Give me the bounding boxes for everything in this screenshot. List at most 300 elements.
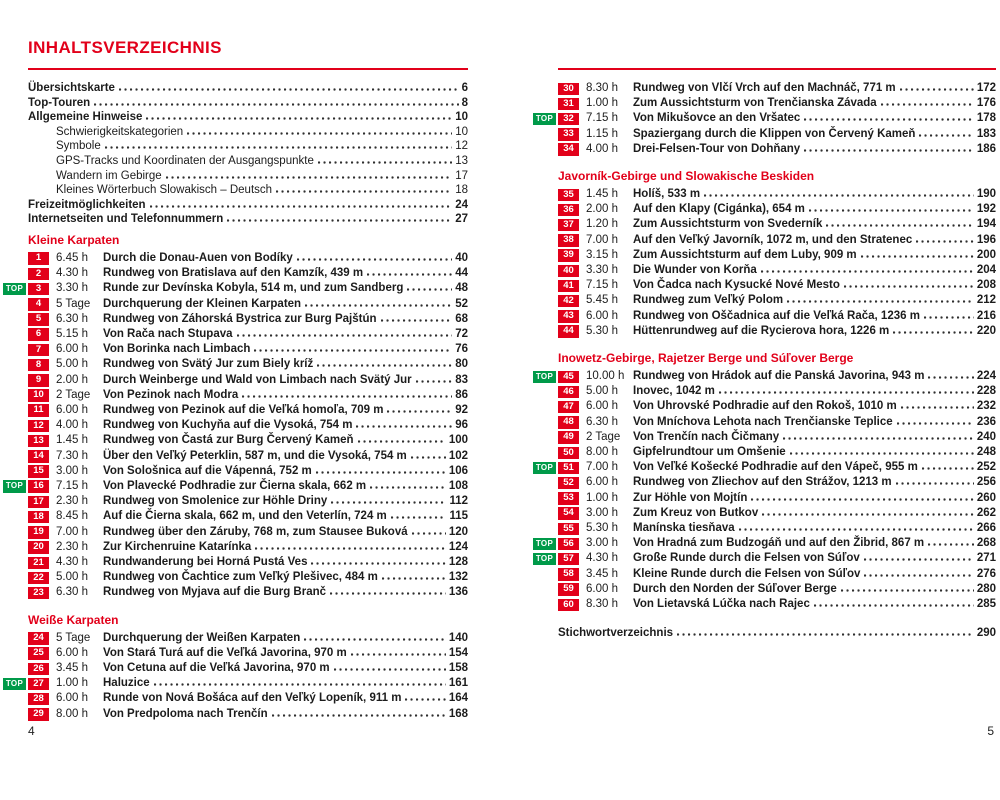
toc-entry-label: Internetseiten und Telefonnummern — [28, 213, 224, 226]
tour-duration: 1.00 h — [56, 677, 88, 690]
tour-entry — [28, 388, 468, 403]
tour-entry — [558, 293, 996, 308]
tour-entry — [535, 111, 996, 126]
tour-number-badge: 2 — [28, 268, 49, 281]
tour-number-badge: 46 — [558, 386, 579, 399]
tour-page: 40 — [455, 251, 468, 264]
toc-entry — [28, 198, 468, 213]
tour-number-badge: 50 — [558, 447, 579, 460]
tour-page: 112 — [449, 495, 468, 508]
tour-title: Auf die Čierna skala, 662 m, und den Veterlín, 724 m — [103, 510, 387, 523]
tour-page: 208 — [976, 279, 996, 292]
tour-entry — [558, 445, 996, 460]
tour-entry — [558, 521, 996, 536]
dot-leader — [790, 452, 974, 455]
section-heading: Inowetz-Gebirge, Rajetzer Berge und Súľover Berge — [558, 351, 854, 366]
tour-page: 280 — [976, 582, 996, 595]
tour-title: Rundweg über den Záruby, 768 m, zum Stausee Buková — [103, 525, 408, 538]
tour-duration: 7.15 h — [56, 479, 88, 492]
tour-duration: 3.45 h — [586, 567, 618, 580]
dot-leader — [154, 683, 446, 686]
tour-page: 158 — [448, 662, 468, 675]
toc-entry-page: 6 — [461, 82, 468, 94]
tour-page: 268 — [976, 537, 996, 550]
tour-page: 96 — [455, 419, 468, 432]
tour-title: Von Sološnica auf die Vápenná, 752 m — [103, 464, 312, 477]
tour-number-badge: 15 — [28, 465, 49, 478]
tour-title: Von Mikušovce an den Vršatec — [633, 112, 801, 125]
tour-title: Rundweg von Záhorská Bystrica zur Burg Pajštún — [103, 312, 377, 325]
tour-entry — [558, 567, 996, 582]
dot-leader — [405, 698, 445, 701]
dot-leader — [900, 88, 974, 91]
section-heading: Weiße Karpaten — [28, 612, 119, 627]
top-badge: TOP — [533, 462, 556, 475]
dot-leader — [227, 219, 452, 222]
tour-page: 285 — [976, 598, 996, 611]
dot-leader — [826, 224, 973, 227]
tour-number-badge: 58 — [558, 568, 579, 581]
tour-number-badge: 10 — [28, 389, 49, 402]
tour-entry — [535, 551, 996, 566]
dot-leader — [304, 638, 446, 641]
dot-leader — [901, 406, 974, 409]
tour-page: 154 — [448, 646, 468, 659]
tour-duration: 5.00 h — [56, 571, 88, 584]
tour-duration: 5.15 h — [56, 327, 88, 340]
tour-page: 128 — [448, 556, 468, 568]
tour-title: Von Borinka nach Limbach — [103, 343, 251, 356]
tour-title: Inovec, 1042 m — [633, 385, 715, 398]
tour-title: Zur Kirchenruine Katarínka — [103, 540, 252, 553]
dot-leader — [119, 88, 459, 91]
tour-number-badge: 31 — [558, 98, 579, 111]
tour-entry — [558, 248, 996, 263]
dot-leader — [150, 205, 453, 208]
tour-page: 106 — [448, 464, 468, 477]
tour-title: Von Veľké Košecké Podhradie auf den Vápeč, 955 m — [633, 461, 918, 474]
toc-entry — [28, 183, 468, 198]
tour-title: Von Plavecké Podhradie zur Čierna skala, 662 m — [103, 479, 367, 492]
tour-title: Von Mníchova Lehota nach Trenčianske Teplice — [633, 415, 893, 428]
dot-leader — [739, 528, 974, 531]
dot-leader — [804, 149, 974, 152]
tour-duration: 7.00 h — [586, 233, 618, 246]
tour-page: 176 — [976, 97, 996, 110]
tour-duration: 3.00 h — [586, 537, 618, 550]
tour-number-badge: 13 — [28, 435, 49, 448]
tour-entry — [558, 233, 996, 248]
tour-entry — [558, 278, 996, 293]
left-section-list — [5, 232, 468, 722]
dot-leader — [255, 547, 446, 550]
right-column — [535, 68, 996, 642]
top-badge: TOP — [533, 553, 556, 566]
top-badge: TOP — [533, 371, 556, 384]
tour-page: 200 — [976, 248, 996, 261]
tour-duration: 4.30 h — [56, 556, 88, 568]
tour-page: 248 — [976, 446, 996, 459]
tour-entry — [558, 430, 996, 445]
tour-entry — [558, 491, 996, 506]
tour-number-badge: 44 — [558, 325, 579, 338]
tour-entry — [558, 187, 996, 202]
tour-page: 260 — [976, 491, 996, 504]
dot-leader — [351, 653, 446, 656]
tour-number-badge: 36 — [558, 204, 579, 217]
dot-leader — [187, 132, 452, 135]
tour-entry — [28, 449, 468, 464]
tour-duration: 1.15 h — [586, 127, 618, 140]
tour-title: Von Stará Turá auf die Veľká Javorina, 970 m — [103, 646, 347, 659]
tour-duration: 6.00 h — [586, 400, 618, 413]
tour-duration: 6.30 h — [586, 415, 618, 428]
dot-leader — [677, 633, 974, 636]
dot-leader — [916, 240, 974, 243]
tour-page: 236 — [976, 415, 996, 428]
tour-title: Über den Veľký Peterklin, 587 m, und die Vysoká, 754 m — [103, 449, 407, 462]
tour-page: 92 — [455, 403, 468, 416]
tour-entry — [558, 597, 996, 612]
tour-page: 186 — [976, 142, 996, 155]
tour-duration: 6.30 h — [56, 586, 88, 599]
tour-duration: 5 Tage — [56, 631, 91, 644]
tour-page: 271 — [976, 552, 996, 565]
dot-leader — [783, 437, 974, 440]
tour-title: Von Pezinok nach Modra — [103, 388, 239, 401]
tour-number-badge: 27 — [28, 678, 49, 691]
tour-number-badge: 14 — [28, 450, 49, 463]
tour-title: Rundweg von Častá zur Burg Červený Kameň — [103, 434, 354, 447]
red-rule-left — [28, 68, 468, 70]
tour-duration: 3.15 h — [586, 248, 618, 261]
tour-number-badge: 12 — [28, 420, 49, 433]
tour-duration: 6.00 h — [56, 403, 88, 416]
tour-number-badge: 21 — [28, 557, 49, 570]
page-title: INHALTSVERZEICHNIS — [28, 38, 222, 57]
tour-number-badge: 45 — [558, 371, 579, 384]
tour-duration: 5.00 h — [586, 385, 618, 398]
tour-entry — [28, 403, 468, 418]
dot-leader — [331, 501, 446, 504]
tour-page: 168 — [448, 707, 468, 720]
tour-number-badge: 35 — [558, 189, 579, 202]
tour-entry — [28, 570, 468, 585]
tour-duration: 6.00 h — [56, 343, 88, 356]
tour-page: 80 — [455, 358, 468, 371]
tour-number-badge: 7 — [28, 344, 49, 357]
dot-leader — [919, 134, 973, 137]
tour-title: Zur Höhle von Mojtín — [633, 491, 748, 504]
right-section-list — [535, 81, 996, 612]
tour-page: 161 — [448, 677, 468, 690]
tour-entry — [28, 297, 468, 312]
dot-leader — [387, 410, 452, 413]
toc-entry-page: 12 — [455, 140, 468, 153]
tour-page: 262 — [976, 506, 996, 519]
tour-duration: 7.15 h — [586, 112, 618, 125]
tour-number-badge: 42 — [558, 295, 579, 308]
dot-leader — [94, 103, 458, 106]
tour-entry — [558, 582, 996, 597]
dot-leader — [305, 304, 452, 307]
tour-duration: 2.00 h — [586, 203, 618, 216]
tour-number-badge: 18 — [28, 511, 49, 524]
tour-title: Auf den Veľký Javorník, 1072 m, und den Stratenec — [633, 233, 913, 246]
tour-entry — [28, 464, 468, 479]
tour-entry — [28, 631, 468, 646]
tour-title: Zum Aussichtsturm von Svederník — [633, 218, 823, 231]
tour-page: 44 — [455, 267, 468, 280]
tour-entry — [535, 369, 996, 384]
tour-page: 136 — [448, 586, 468, 599]
tour-page: 266 — [976, 522, 996, 535]
dot-leader — [841, 589, 974, 592]
tour-title: Hüttenrundweg auf die Rycierova hora, 1226 m — [633, 324, 890, 337]
tour-duration: 8.30 h — [586, 82, 618, 94]
dot-leader — [814, 604, 974, 607]
dot-leader — [297, 258, 452, 261]
tour-number-badge: 25 — [28, 647, 49, 660]
tour-number-badge: 9 — [28, 374, 49, 387]
tour-title: Durch die Donau-Auen von Bodíky — [103, 251, 293, 264]
tour-duration: 2 Tage — [56, 388, 91, 401]
tour-title: Rundweg von Oščadnica auf die Veľká Rača, 1236 m — [633, 309, 920, 322]
dot-leader — [411, 456, 446, 459]
dot-leader — [416, 380, 453, 383]
dot-leader — [719, 391, 974, 394]
toc-entry-page: 10 — [455, 111, 468, 124]
tour-duration: 6.00 h — [586, 476, 618, 489]
dot-leader — [276, 190, 452, 193]
tour-number-badge: 37 — [558, 219, 579, 232]
dot-leader — [237, 334, 453, 337]
tour-page: 256 — [976, 476, 996, 489]
toc-entry-label: Symbole — [56, 140, 101, 153]
tour-page: 224 — [976, 370, 996, 383]
tour-page: 212 — [976, 294, 996, 307]
tour-entry — [558, 96, 996, 111]
tour-duration: 1.45 h — [56, 434, 88, 447]
tour-duration: 1.00 h — [586, 97, 618, 110]
left-folio-page-number: 4 — [28, 724, 35, 738]
tour-duration: 6.00 h — [56, 692, 88, 705]
tour-entry — [28, 555, 468, 570]
tour-title: Drei-Felsen-Tour von Dohňany — [633, 142, 801, 155]
tour-title: Rundweg von Vlčí Vrch auf den Machnáč, 771 m — [633, 82, 896, 94]
tour-duration: 2.00 h — [56, 373, 88, 386]
tour-title: Rundweg von Zliechov auf den Strážov, 1213 m — [633, 476, 892, 489]
tour-title: Zum Aussichtsturm auf dem Luby, 909 m — [633, 248, 857, 261]
tour-title: Von Lietavská Lúčka nach Rajec — [633, 598, 810, 611]
tour-duration: 2.30 h — [56, 540, 88, 553]
toc-entry — [28, 169, 468, 184]
tour-entry — [28, 540, 468, 555]
tour-title: Rundweg von Bratislava auf den Kamzík, 439 m — [103, 267, 364, 280]
tour-duration: 5 Tage — [56, 297, 91, 310]
red-rule-right — [558, 68, 996, 70]
toc-entry — [28, 154, 468, 169]
tour-page: 252 — [976, 461, 996, 474]
tour-number-badge: 51 — [558, 462, 579, 475]
dot-leader — [370, 486, 446, 489]
tour-title: Von Uhrovské Podhradie auf den Rokoš, 1010 m — [633, 400, 897, 413]
dot-leader — [318, 161, 452, 164]
index-entry — [558, 626, 996, 641]
tour-number-badge: 57 — [558, 553, 579, 566]
dot-leader — [316, 471, 446, 474]
tour-duration: 4.00 h — [56, 419, 88, 432]
tour-entry — [5, 281, 468, 296]
dot-leader — [881, 103, 974, 106]
tour-entry — [558, 127, 996, 142]
tour-duration: 1.00 h — [586, 491, 618, 504]
dot-leader — [922, 467, 974, 470]
tour-number-badge: 34 — [558, 143, 579, 156]
tour-title: Die Wunder von Korňa — [633, 264, 757, 277]
dot-leader — [356, 425, 452, 428]
tour-number-badge: 3 — [28, 283, 49, 296]
tour-title: Holíš, 533 m — [633, 188, 701, 201]
dot-leader — [704, 194, 974, 197]
dot-leader — [893, 331, 974, 334]
tour-page: 196 — [976, 233, 996, 246]
tour-entry — [28, 418, 468, 433]
tour-title: Rundweg von Svätý Jur zum Biely kríž — [103, 358, 314, 371]
tour-number-badge: 41 — [558, 280, 579, 293]
tour-page: 124 — [448, 540, 468, 553]
tour-title: Von Predpoloma nach Trenčín — [103, 707, 268, 720]
toc-entry-page: 18 — [455, 184, 468, 197]
tour-title: Rundweg von Kuchyňa auf die Vysoká, 754 m — [103, 419, 353, 432]
dot-leader — [844, 285, 974, 288]
dot-leader — [317, 364, 452, 367]
tour-number-badge: 24 — [28, 632, 49, 645]
tour-title: Rundweg zum Veľký Polom — [633, 294, 784, 307]
top-badge: TOP — [533, 113, 556, 126]
tour-number-badge: 32 — [558, 113, 579, 126]
tour-number-badge: 39 — [558, 249, 579, 262]
tour-title: Gipfelrundtour um Omšenie — [633, 446, 786, 459]
toc-entry-label: GPS-Tracks und Koordinaten der Ausgangspunkte — [56, 154, 314, 167]
tour-entry — [558, 324, 996, 339]
dot-leader — [381, 319, 453, 322]
tour-duration: 3.45 h — [56, 662, 88, 675]
front-matter-list — [28, 81, 468, 227]
toc-entry — [28, 212, 468, 227]
tour-entry — [28, 357, 468, 372]
tour-number-badge: 11 — [28, 404, 49, 417]
tour-entry — [28, 691, 468, 706]
tour-title: Kleine Runde durch die Felsen von Súľov — [633, 567, 861, 580]
tour-entry — [28, 494, 468, 509]
toc-entry-label: Freizeitmöglichkeiten — [28, 198, 146, 211]
tour-duration: 6.45 h — [56, 251, 88, 264]
tour-number-badge: 8 — [28, 359, 49, 372]
tour-entry — [558, 384, 996, 399]
tour-entry — [558, 309, 996, 324]
tour-page: 190 — [976, 188, 996, 201]
tour-page: 120 — [448, 525, 468, 538]
tour-page: 192 — [976, 203, 996, 216]
tour-duration: 3.30 h — [586, 264, 618, 277]
tour-duration: 3.00 h — [56, 464, 88, 477]
dot-leader — [334, 668, 446, 671]
tour-number-badge: 28 — [28, 693, 49, 706]
tour-number-badge: 29 — [28, 708, 49, 721]
tour-duration: 5.30 h — [586, 522, 618, 535]
tour-entry — [28, 251, 468, 266]
tour-page: 72 — [455, 327, 468, 340]
tour-title: Durchquerung der Kleinen Karpaten — [103, 297, 302, 310]
toc-entry-label: Übersichtskarte — [28, 82, 115, 94]
tour-page: 232 — [976, 400, 996, 413]
tour-title: Manínska tiesňava — [633, 522, 735, 535]
tour-entry — [558, 475, 996, 490]
dot-leader — [924, 316, 974, 319]
tour-entry — [5, 479, 468, 494]
tour-title: Rundwanderung bei Horná Pustá Ves — [103, 556, 308, 568]
tour-number-badge: 53 — [558, 492, 579, 505]
tour-page: 68 — [455, 312, 468, 325]
tour-entry — [558, 263, 996, 278]
tour-page: 86 — [455, 388, 468, 401]
tour-title: Von Hradná zum Budzogáň und auf den Žibrid, 867 m — [633, 537, 925, 550]
tour-duration: 5.00 h — [56, 358, 88, 371]
dot-leader — [330, 592, 446, 595]
tour-page: 220 — [976, 324, 996, 337]
toc-entry — [28, 110, 468, 125]
dot-leader — [272, 714, 446, 717]
tour-number-badge: 6 — [28, 328, 49, 341]
toc-entry-page: 27 — [455, 213, 468, 226]
tour-title: Spaziergang durch die Klippen von Červený Kameň — [633, 127, 916, 140]
tour-entry — [28, 266, 468, 281]
toc-entry — [28, 96, 468, 111]
tour-entry — [535, 460, 996, 475]
tour-number-badge: 55 — [558, 523, 579, 536]
dot-leader — [412, 532, 446, 535]
tour-page: 172 — [976, 82, 996, 94]
dot-leader — [254, 349, 452, 352]
tour-number-badge: 19 — [28, 526, 49, 539]
dot-leader — [897, 422, 974, 425]
tour-number-badge: 5 — [28, 313, 49, 326]
tour-title: Große Runde durch die Felsen von Súľov — [633, 552, 860, 565]
tour-number-badge: 16 — [28, 480, 49, 493]
top-badge: TOP — [533, 538, 556, 551]
top-badge: TOP — [3, 283, 26, 296]
tour-page: 178 — [976, 112, 996, 125]
section-heading: Javorník-Gebirge und Slowakische Beskiden — [558, 169, 815, 184]
tour-duration: 7.15 h — [586, 279, 618, 292]
tour-page: 228 — [976, 385, 996, 398]
toc-entry-label: Schwierigkeitskategorien — [56, 125, 184, 138]
tour-entry — [28, 585, 468, 600]
tour-duration: 4.00 h — [586, 142, 618, 155]
tour-title: Runde von Nová Bošáca auf den Veľký Lopeník, 911 m — [103, 692, 402, 705]
tour-entry — [28, 433, 468, 448]
tour-entry — [558, 142, 996, 157]
toc-entry-page: 13 — [455, 154, 468, 167]
dot-leader — [864, 558, 974, 561]
top-badge: TOP — [3, 480, 26, 493]
dot-leader — [896, 482, 974, 485]
tour-title: Haluzice — [103, 677, 150, 690]
tour-title: Von Rača nach Stupava — [103, 327, 233, 340]
tour-duration: 3.00 h — [586, 506, 618, 519]
tour-page: 140 — [448, 631, 468, 644]
